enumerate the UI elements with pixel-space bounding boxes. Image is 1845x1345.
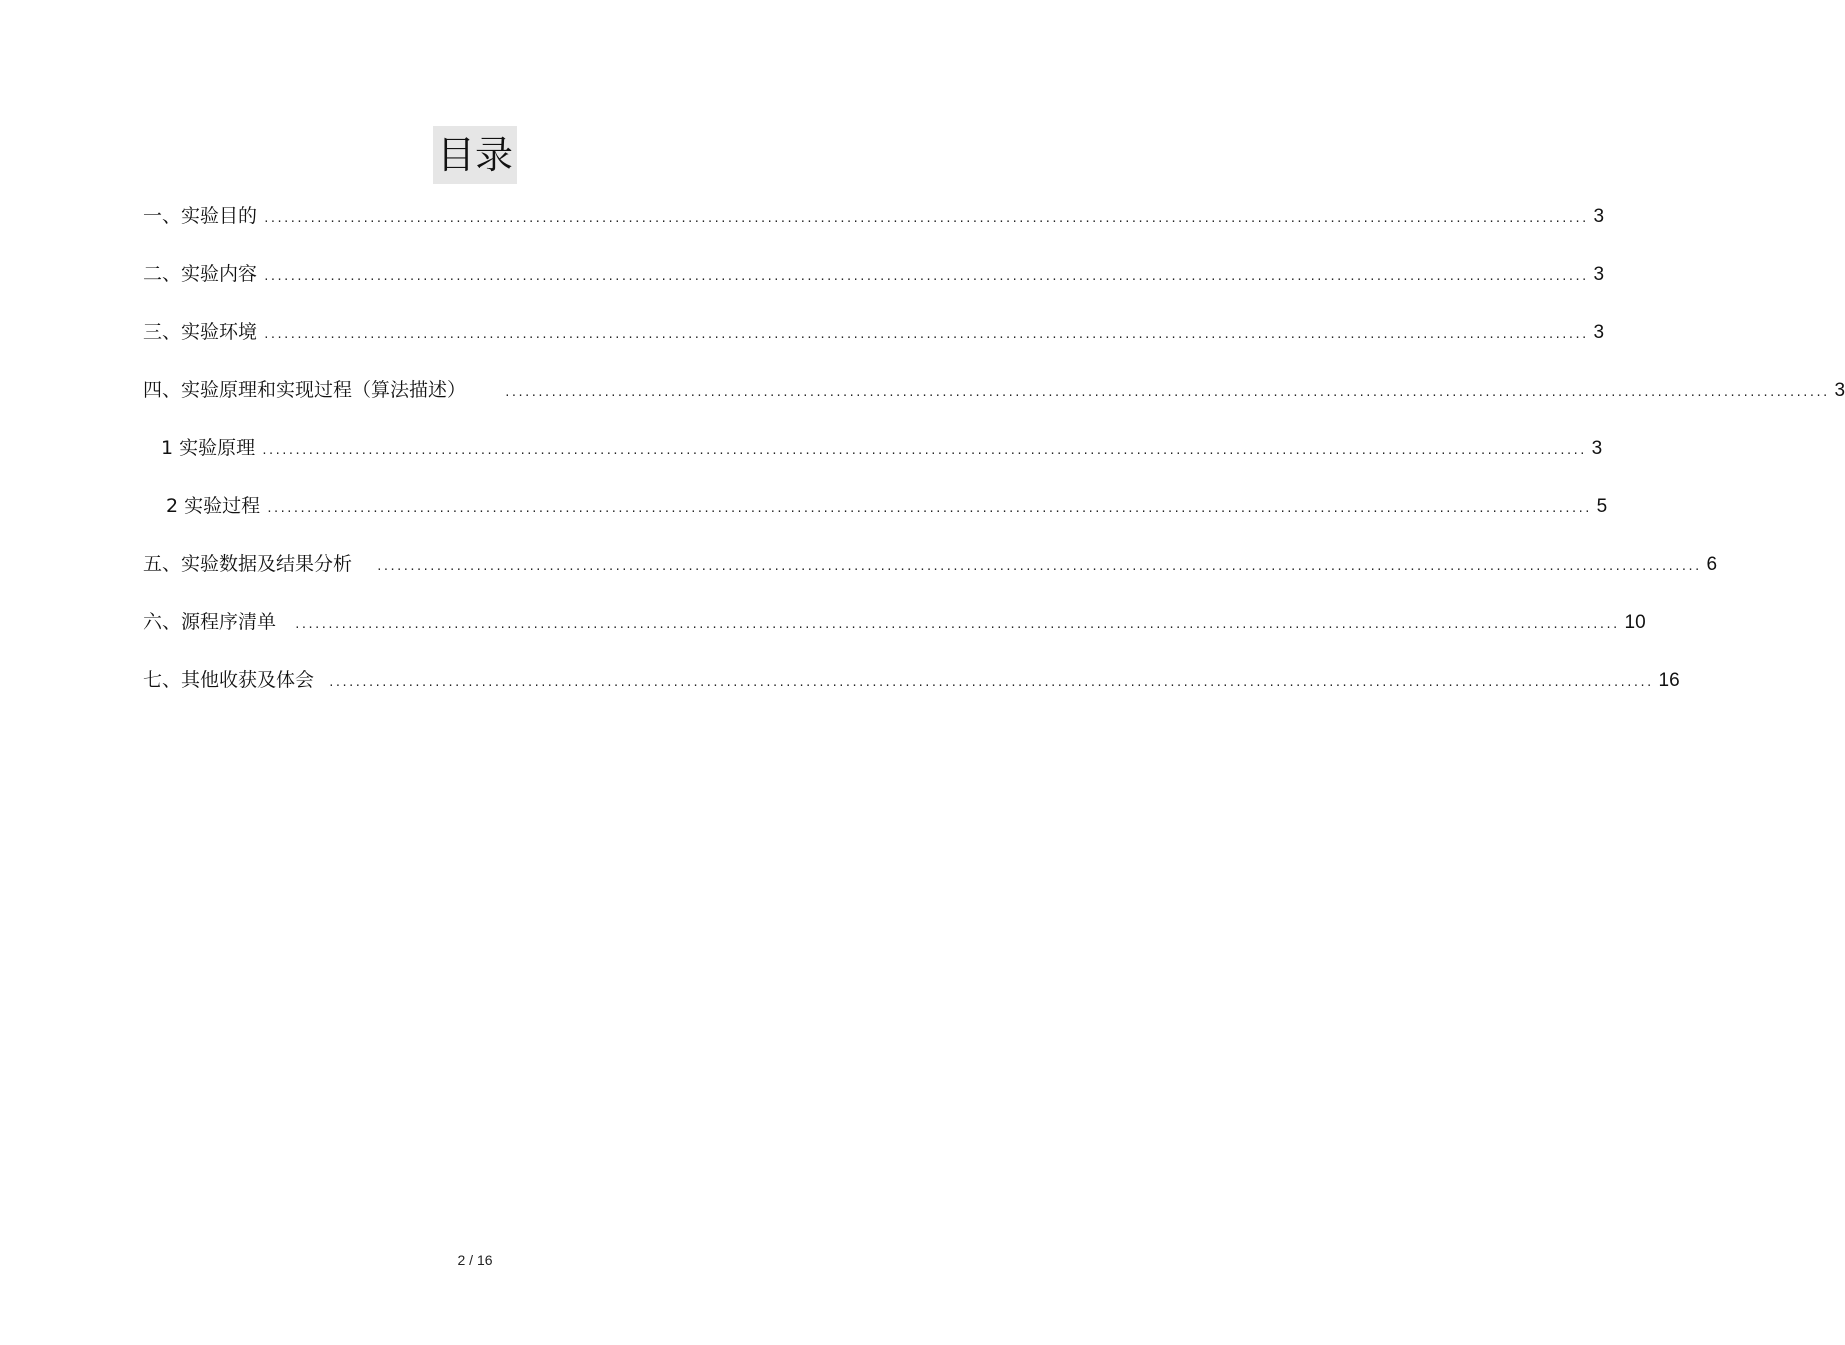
toc-leader-dots: ........................................................................................................................................................................................................ <box>294 618 1619 631</box>
toc-entry[interactable] <box>143 668 1680 692</box>
toc-leader-dots: ........................................................................................................................................................................................................ <box>266 502 1591 515</box>
toc-entry-page: 10 <box>1624 612 1646 633</box>
toc-entry-page: 3 <box>1593 264 1605 285</box>
toc-entry-label: 四、实验原理和实现过程（算法描述） <box>143 379 467 401</box>
toc-leader-dots: ........................................................................................................................................................................................................ <box>263 212 1588 225</box>
toc-entry-label: 三、实验环境 <box>143 321 258 343</box>
toc-entry-page: 3 <box>1591 438 1603 459</box>
toc-entry-page: 3 <box>1593 322 1605 343</box>
toc-entry-page: 16 <box>1658 670 1680 691</box>
toc-leader-dots: ........................................................................................................................................................................................................ <box>504 386 1829 399</box>
toc-entry[interactable] <box>166 494 1608 518</box>
toc-entry[interactable] <box>143 320 1605 344</box>
toc-leader-dots: ........................................................................................................................................................................................................ <box>261 444 1586 457</box>
toc-entry-label: 二、实验内容 <box>143 263 258 285</box>
toc-entry-page: 3 <box>1834 380 1845 401</box>
toc-leader-dots: ........................................................................................................................................................................................................ <box>328 676 1653 689</box>
toc-title: 目录 <box>433 126 517 184</box>
toc-entry[interactable] <box>143 610 1646 634</box>
toc-entry-label: 六、源程序清单 <box>143 611 277 633</box>
toc-entry[interactable] <box>143 262 1605 286</box>
toc-entry-page: 5 <box>1596 496 1608 517</box>
page-number-footer: 2 / 16 <box>457 1252 493 1268</box>
toc-entry[interactable] <box>143 552 1718 576</box>
toc-entry-page: 3 <box>1593 206 1605 227</box>
toc-entry-label: 七、其他收获及体会 <box>143 669 315 691</box>
toc-leader-dots: ........................................................................................................................................................................................................ <box>376 560 1701 573</box>
toc-entry-label: 一、实验目的 <box>143 205 258 227</box>
toc-entry[interactable] <box>161 436 1603 460</box>
toc-entry-label: 2 实验过程 <box>166 495 261 517</box>
toc-leader-dots: ........................................................................................................................................................................................................ <box>263 270 1588 283</box>
toc-entry-page: 6 <box>1706 554 1718 575</box>
toc-entry[interactable] <box>143 378 1845 402</box>
toc-entry-label: 1 实验原理 <box>161 437 256 459</box>
toc-entry[interactable] <box>143 204 1605 228</box>
toc-entry-label: 五、实验数据及结果分析 <box>143 553 353 575</box>
toc-leader-dots: ........................................................................................................................................................................................................ <box>263 328 1588 341</box>
